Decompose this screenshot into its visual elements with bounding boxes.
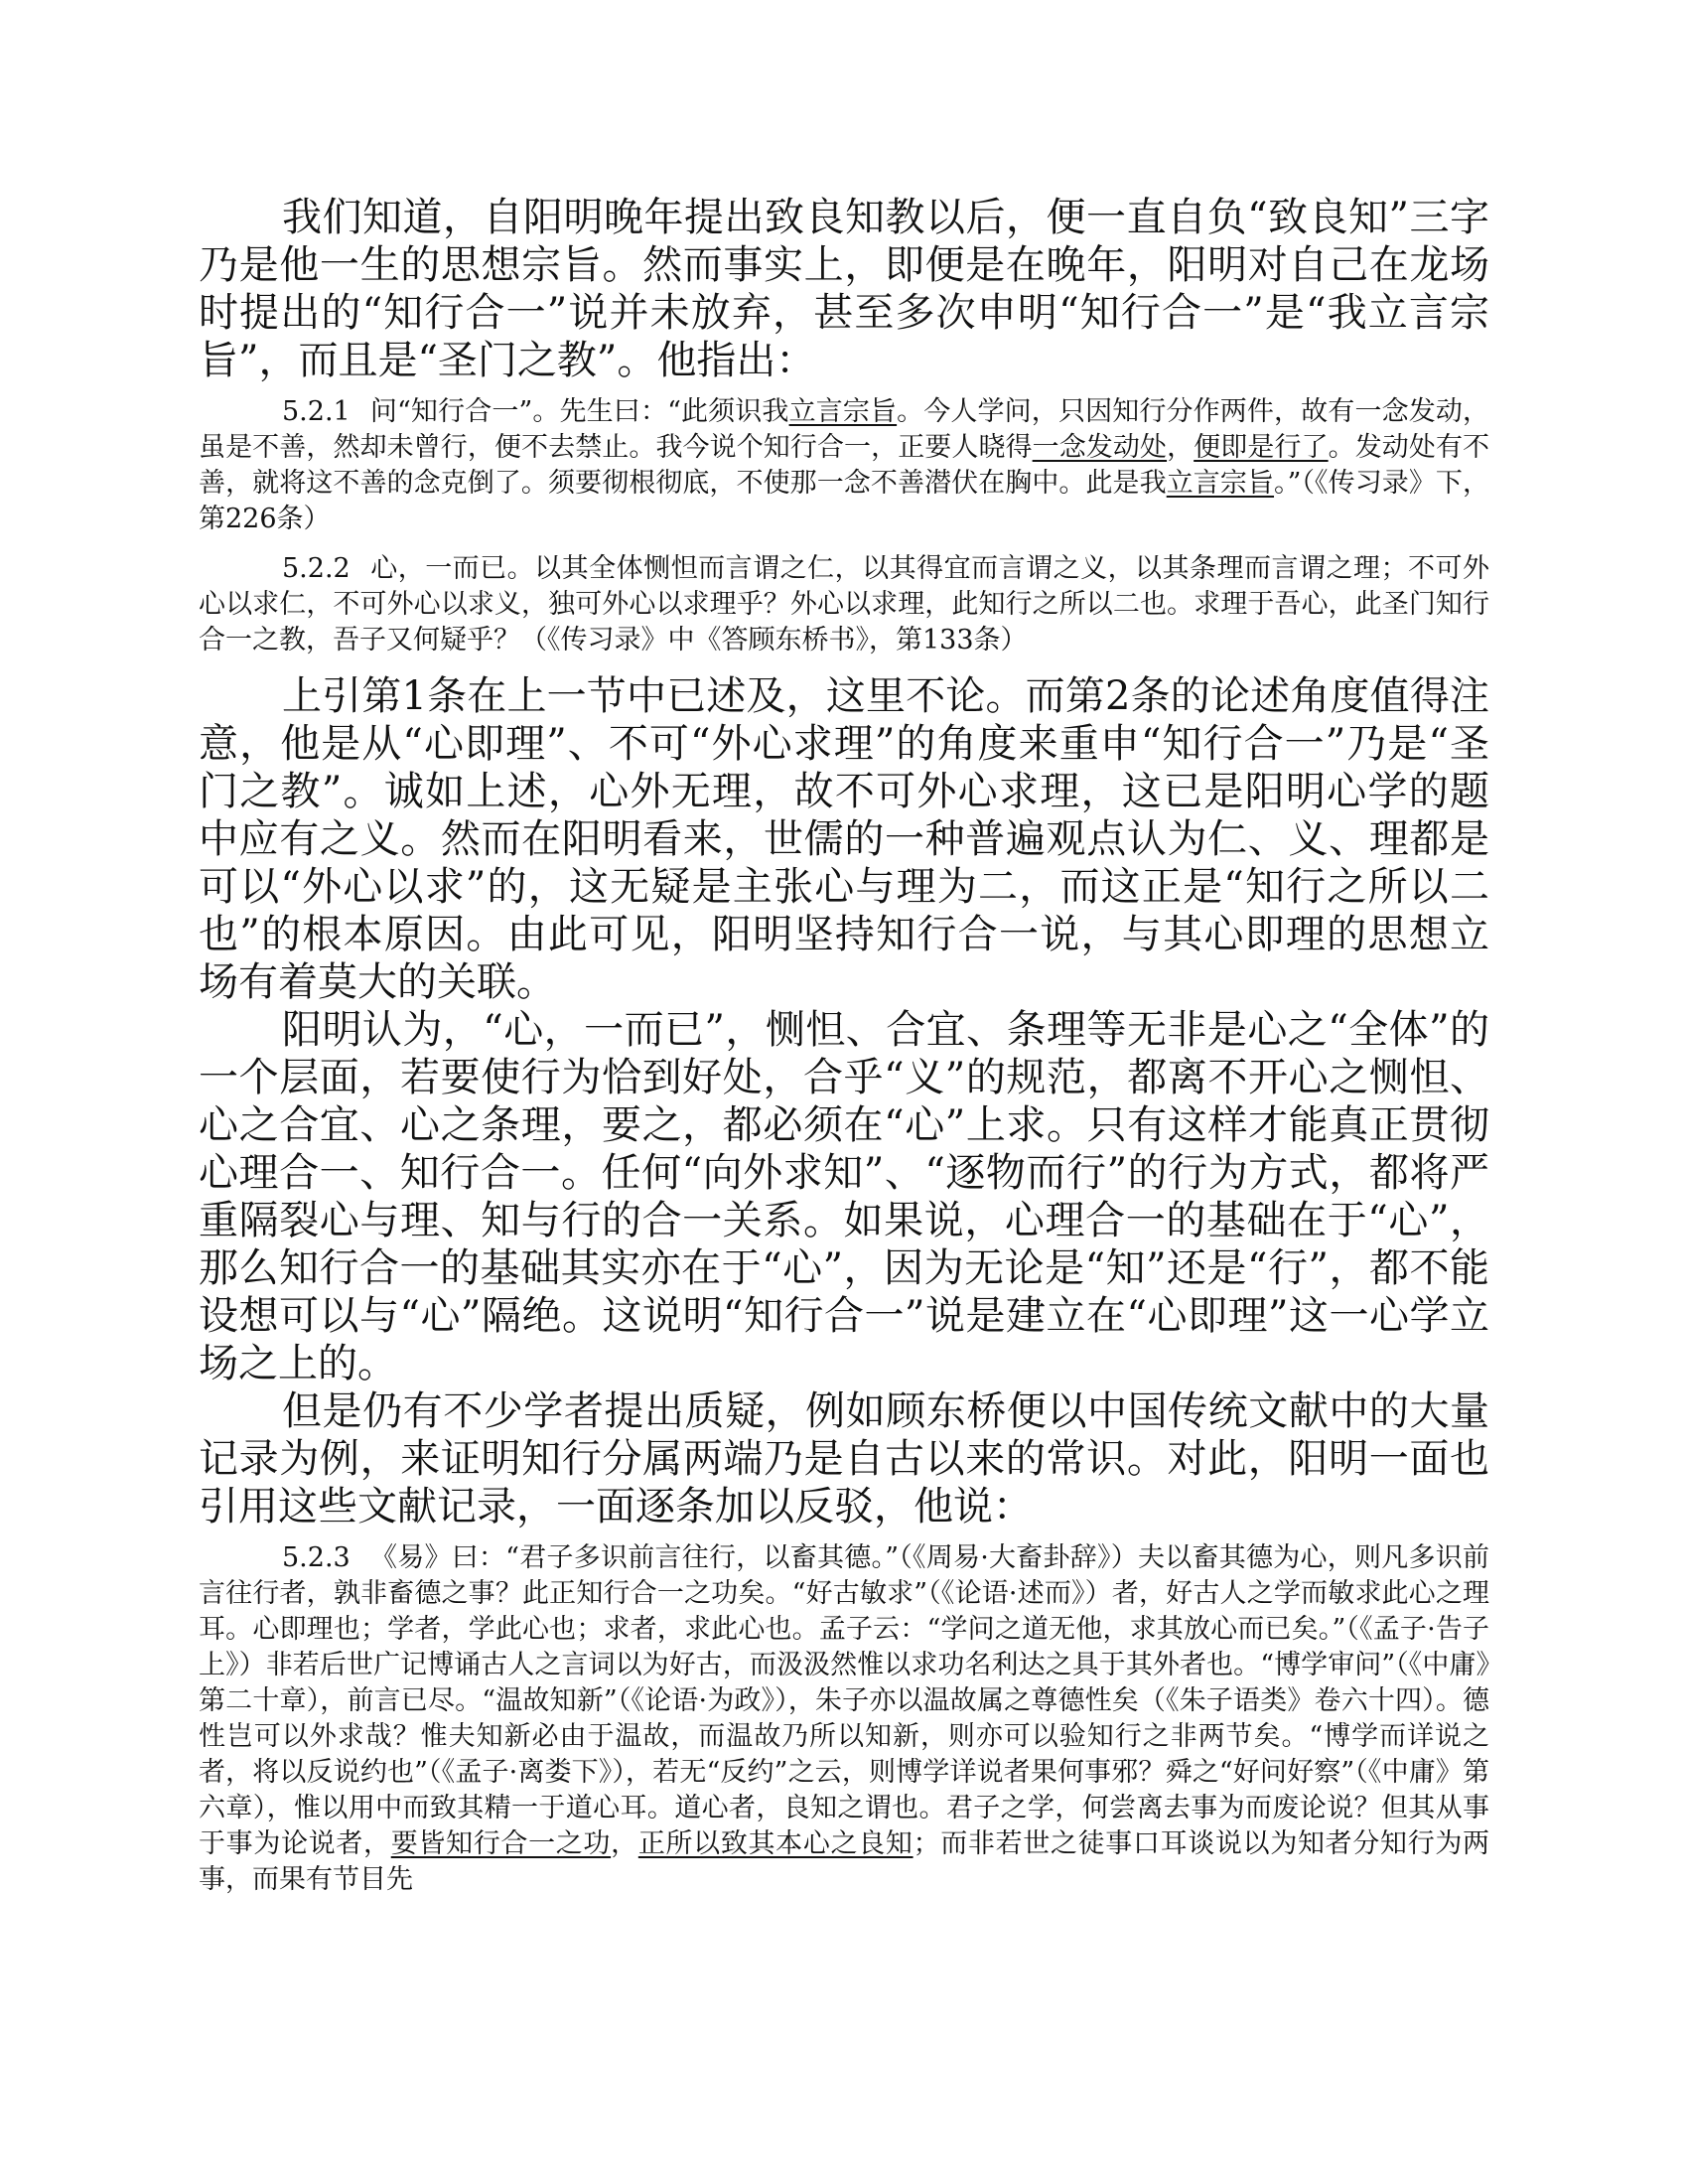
body-paragraph: 我们知道，自阳明晚年提出致良知教以后，便一直自负“致良知”三字乃是他一生的思想宗旨。然而事实上，即便是在晚年，阳明对自己在龙场时提出的“知行合一”说并未放弃，甚至多次申明“知行合一”是“我立言宗旨”，而且是“圣门之教”。他指出： [199,195,1489,383]
body-paragraph: 上引第1条在上一节中已述及，这里不论。而第2条的论述角度值得注意，他是从“心即理”、不可“外心求理”的角度来重申“知行合一”乃是“圣门之教”。诚如上述，心外无理，故不可外心求理，这已是阳明心学的题中应有之义。然而在阳明看来，世儒的一种普遍观点认为仁、义、理都是可以“外心以求”的，这无疑是主张心与理为二，而这正是“知行之所以二也”的根本原因。由此可见，阳明坚持知行合一说，与其心即理的思想立场有着莫大的关联。 [199,673,1489,1005]
quotation-5-2-2: 5.2.2 心，一而已。以其全体恻怛而言谓之仁，以其得宜而言谓之义，以其条理而言谓之理；不可外心以求仁，不可外心以求义，独可外心以求理乎？外心以求理，此知行之所以二也。求理于吾心，此圣门知行合一之教，吾子又何疑乎？（《传习录》中《答顾东桥书》，第133条） [199,553,1489,655]
quotation-5-2-3: 5.2.3 《易》曰：“君子多识前言往行，以畜其德。”（《周易·大畜卦辞》）夫以畜其德为心，则凡多识前言往行者，孰非畜德之事？此正知行合一之功矣。“好古敏求”（《论语·述而》）者，好古人之学而敏求此心之理耳。心即理也；学者，学此心也；求者，求此心也。孟子云：“学问之道无他，求其放心而已矣。”（《孟子·告子上》）非若后世广记博诵古人之言词以为好古，而汲汲然惟以求功名利达之具于其外者也。“博学审问”（《中庸》第二十章），前言已尽。“温故知新”（《论语·为政》），朱子亦以温故属之尊德性矣（《朱子语类》卷六十四）。德性岂可以外求哉？惟夫知新必由于温故，而温故乃所以知新，则亦可以验知行之非两节矣。“博学而详说之者，将以反说约也”（《孟子·离娄下》），若无“反约”之云，则博学详说者果何事邪？舜之“好问好察”（《中庸》第六章），惟以用中而致其精一于道心耳。道心者，良知之谓也。君子之学，何尝离去事为而废论说？但其从事于事为论说者，要皆知行合一之功，正所以致其本心之良知；而非若世之徒事口耳谈说以为知者分知行为两事，而果有节目先 [199,1542,1490,1895]
quotation-number: 5.2.3 [282,1542,351,1573]
underlined-phrase: 便即是行了 [1194,432,1329,463]
underlined-phrase: 正所以致其本心之良知 [637,1828,914,1859]
underlined-phrase: 立言宗旨 [1166,468,1275,499]
underlined-phrase: 要皆知行合一之功 [390,1828,612,1859]
body-paragraph: 但是仍有不少学者提出质疑，例如顾东桥便以中国传统文献中的大量记录为例，来证明知行分属两端乃是自古以来的常识。对此，阳明一面也引用这些文献记录，一面逐条加以反驳，他说： [199,1388,1489,1529]
underlined-phrase: 一念发动处 [1032,432,1168,463]
underlined-phrase: 立言宗旨 [788,396,898,427]
quotation-number: 5.2.2 [282,553,351,584]
quotation-number: 5.2.1 [282,396,351,427]
quotation-5-2-1: 5.2.1 问“知行合一”。先生曰：“此须识我立言宗旨。今人学问，只因知行分作两件，故有一念发动，虽是不善，然却未曾行，便不去禁止。我今说个知行合一，正要人晓得一念发动处，便即是行了。发动处有不善，就将这不善的念克倒了。须要彻根彻底，不使那一念不善潜伏在胸中。此是我立言宗旨。”（《传习录》下，第226条） [199,396,1490,534]
document-page [199,194,1489,1912]
body-paragraph: 阳明认为，“心，一而已”，恻怛、合宜、条理等无非是心之“全体”的一个层面，若要使行为恰到好处，合乎“义”的规范，都离不开心之恻怛、心之合宜、心之条理，要之，都必须在“心”上求。只有这样才能真正贯彻心理合一、知行合一。任何“向外求知”、“逐物而行”的行为方式，都将严重隔裂心与理、知与行的合一关系。如果说，心理合一的基础在于“心”，那么知行合一的基础其实亦在于“心”，因为无论是“知”还是“行”，都不能设想可以与“心”隔绝。这说明“知行合一”说是建立在“心即理”这一心学立场之上的。 [199,1007,1489,1386]
